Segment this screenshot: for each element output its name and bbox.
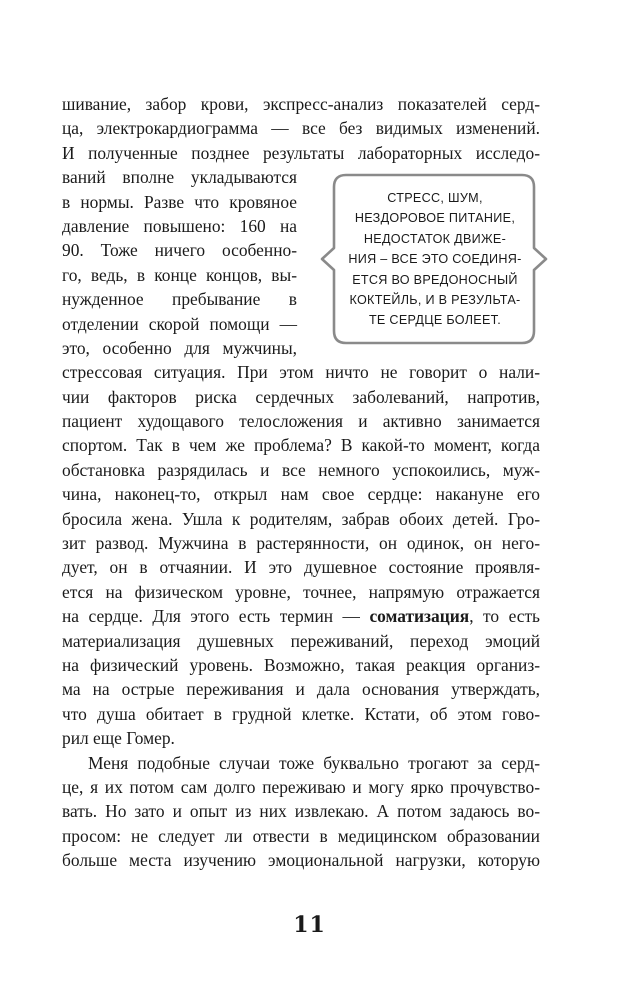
text-line: 90. Тоже ничего особенно- [62,240,297,261]
page-number: 11 [293,912,326,938]
text-line: рил еще Гомер. [62,728,175,749]
text-line: на физический уровень. Возможно, такая реакция организ- [62,654,540,675]
callout-text [340,188,530,331]
text-line: это, особенно для мужчины, [62,337,297,358]
text-line: ется на физическом уровне, точнее, напрямую отражается [62,581,540,602]
text-line: давление повышено: 160 на [62,215,297,236]
paragraph-2 [62,751,540,873]
text-line: нужденное пребывание в [62,289,297,310]
text-line: спортом. Так в чем же проблема? В какой-то момент, когда [62,435,540,456]
term-somatization: соматизация [369,606,470,627]
callout-line: НЕЗДОРОВОЕ ПИТАНИЕ, [354,211,516,226]
callout-line: ТЕ СЕРДЦЕ БОЛЕЕТ. [368,313,502,328]
text-line: в нормы. Разве что кровяное [62,191,297,212]
callout-line: НИЯ – ВСЕ ЭТО СОЕДИНЯ- [348,252,522,267]
term-line [62,604,540,628]
callout-line: КОКТЕЙЛЬ, И В РЕЗУЛЬТА- [349,293,521,308]
text-line: Меня подобные случаи тоже буквально трогают за серд- [88,752,540,773]
text-line: це, я их потом сам долго переживаю и могу ярко прочувство- [62,776,540,797]
text-line: пациент худощавого телосложения и активно занимается [62,411,540,432]
text-line: зит развод. Мужчина в растерянности, он одинок, он него- [62,533,540,554]
text-line: больше места изучению эмоциональной нагрузки, которую [62,850,540,871]
text-line: просом: не следует ли отвести в медицинском образовании [62,825,540,846]
text-line: вать. Но зато и опыт из них извлекаю. А потом задаюсь во- [62,801,540,822]
text-line: чии факторов риска сердечных заболеваний, напротив, [62,386,540,407]
text-line: ца, электрокардиограмма — все без видимых изменений. [62,118,540,139]
text-line: обстановка разрядилась и все немного успокоились, муж- [62,459,540,480]
term-line-after: , то есть [469,606,540,627]
callout-line: СТРЕСС, ШУМ, [387,191,483,205]
text-line: стрессовая ситуация. При этом ничто не говорит о нали- [62,362,540,383]
text-line: И полученные позднее результаты лабораторных исследо- [62,142,540,163]
term-line-before: на сердце. Для этого есть термин — [62,606,370,627]
pull-quote-callout [318,172,550,346]
text-line: дует, он в отчаянии. И это душевное состояние проявля- [62,557,540,578]
text-line: чина, наконец-то, открыл нам свое сердце: накануне его [62,484,540,505]
text-line: ма на острые переживания и дала основания утверждать, [62,679,540,700]
text-line: отделении скорой помощи — [62,313,297,334]
text-line: материализация душевных переживаний, переход эмоций [62,630,540,651]
text-line: шивание, забор крови, экспресс-анализ показателей серд- [62,94,540,114]
text-line: го, ведь, в конце концов, вы- [62,264,297,285]
callout-line: ЕТСЯ ВО ВРЕДОНОСНЫЙ [352,272,518,287]
callout-line: НЕДОСТАТОК ДВИЖЕ- [363,231,507,246]
text-line: бросила жена. Ушла к родителям, забрав обоих детей. Гро- [62,508,540,529]
text-line: ваний вполне укладываются [62,167,297,188]
text-line: что душа обитает в грудной клетке. Кстати, об этом гово- [62,703,540,724]
